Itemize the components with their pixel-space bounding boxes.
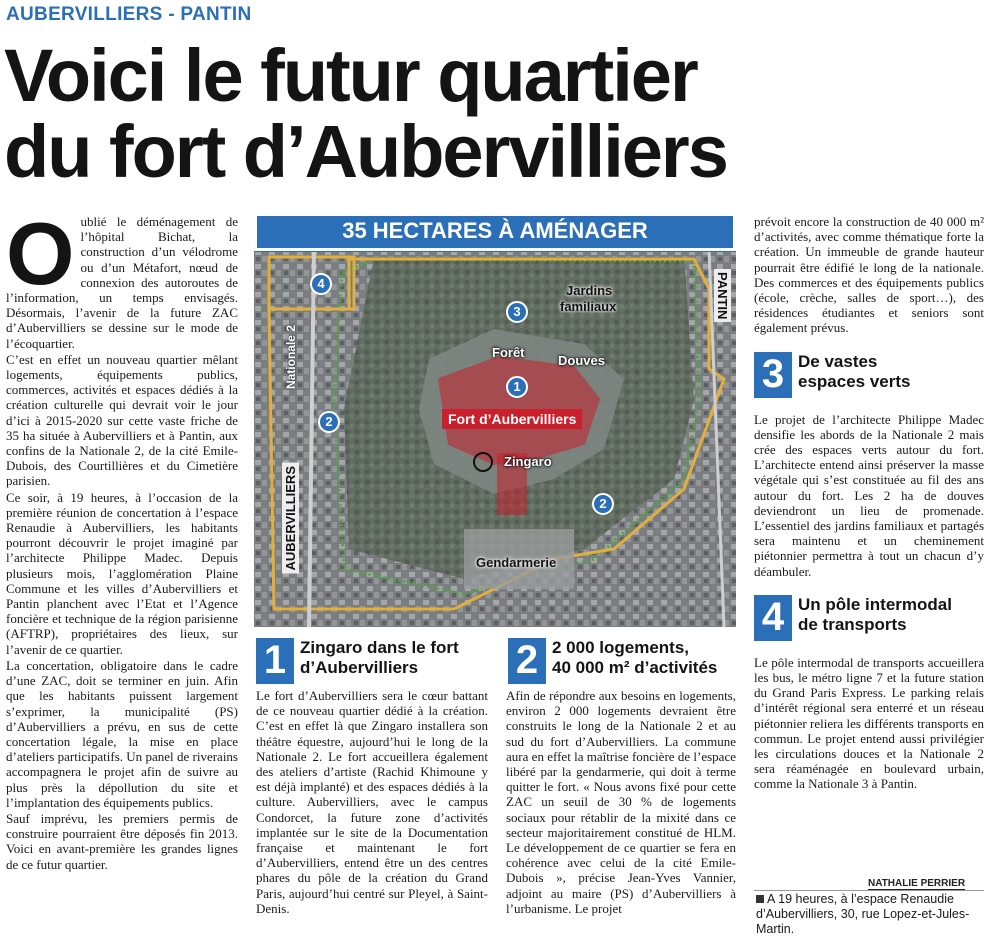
section-4-title xyxy=(798,595,952,635)
section-4-header xyxy=(754,595,984,641)
kicker: AUBERVILLIERS - PANTIN xyxy=(6,4,252,25)
map-banner: 35 HECTARES À AMÉNAGER xyxy=(254,213,736,251)
intro-paragraph-1: ublié le déménagement de l’hôpital Bichat, la construction d’un vélodrome ou d’un Métafort, nœud de connexion des autoroutes de l’information, un temps envisagés. Désormais, l’avenir de la future ZAC d’Aubervilliers se dessine sur le mode de l’écoquartier. xyxy=(6,214,238,351)
section-1-number: 1 xyxy=(256,638,294,684)
section-1-title-line-2: d’Aubervilliers xyxy=(300,658,419,677)
section-3-title-line-2: espaces verts xyxy=(798,371,911,391)
map-label-douves: Douves xyxy=(558,353,605,368)
intro-column xyxy=(6,204,238,873)
intro-paragraph-4: La concertation, obligatoire dans le cadre d’une ZAC, doit se terminer en juin. Afin que les habitants puissent largement s’exprimer, la municipalité (PS) d’Aubervilliers a prévu, en sus de cette concertation légale, la mise en place d’ateliers participatifs. Un panel de riverains accompagnera le projet afin de suivre au plus près la dépollution du site et l’implantation des équipements publics. xyxy=(6,657,238,810)
info-divider xyxy=(754,890,984,891)
section-4-body: Le pôle intermodal de transports accueillera les bus, le métro ligne 7 et la future station du Grand Paris Express. Le parking relais d’intérêt régional sera enterré et un réseau piétonnier reliera les différents transports en commun. Le projet entend aussi privilégier les circulations douces et la Nationale 2 sera réaménagée en boulevard urbain, comme la Nationale 3 à Pantin. xyxy=(754,654,984,792)
bullet-square-icon xyxy=(756,895,764,903)
section-2-title-line-2: 40 000 m² d’activités xyxy=(552,658,718,677)
map-label-foret: Forêt xyxy=(492,345,525,360)
section-2-number: 2 xyxy=(508,638,546,684)
map-label-aubervilliers: AUBERVILLIERS xyxy=(282,463,299,574)
section-4-number: 4 xyxy=(754,595,792,641)
map-label-zingaro: Zingaro xyxy=(504,454,552,469)
right-column xyxy=(754,214,984,793)
section-4-title-line-1: Un pôle intermodal xyxy=(798,594,952,614)
section-1-body: Le fort d’Aubervilliers sera le cœur battant de ce nouveau quartier dédié à la création. C’est en effet là que Zingaro installera son théâtre équestre, aujourd’hui le long de la Nationale 2. Le fort accueillera également des ateliers d’artiste (Rachid Khimoune y est déjà implanté) et des espaces dédiés à la culture. Aubervilliers, avec le campus Condorcet, la future zone d’activités implantée sur le site de la Documentation française et maintenant le fort d’Aubervilliers, entend être un des centres phares du pôle de la création du Grand Paris, aujourd’hui centré sur Pleyel, à Saint-Denis. xyxy=(256,688,488,916)
map-label-fort: Fort d’Aubervilliers xyxy=(442,409,582,429)
headline-line-1: Voici le futur quartier xyxy=(4,34,697,117)
section-1-title-line-1: Zingaro dans le fort xyxy=(300,638,459,657)
intro-paragraph-5: Sauf imprévu, les premiers permis de construire pourraient être déposés fin 2013. Voici en avant-première les grandes lignes de ce futur quartier. xyxy=(6,810,238,872)
map-label-gendarmerie: Gendarmerie xyxy=(476,555,557,570)
headline-line-2: du fort d’Aubervilliers xyxy=(4,110,727,193)
info-box xyxy=(756,892,984,937)
headline xyxy=(4,34,984,193)
section-3-body: Le projet de l’architecte Philippe Madec densifie les abords de la Nationale 2 mais crée des espaces verts autour du fort. L’architecte entend ainsi préserver la masse végétale qui s’est constituée au fil des ans autour du fort. Les 2 ha de douves deviendront un lieu de promenade. L’essentiel des jardins familiaux et partagés sera maintenu et un cheminement piétonnier permettra à tout un chacun d’y déambuler. xyxy=(754,411,984,579)
map-marker-2-west: 2 xyxy=(318,411,340,433)
section-2-title-line-1: 2 000 logements, xyxy=(552,638,690,657)
map-marker-1: 1 xyxy=(506,376,528,398)
section-2-body: Afin de répondre aux besoins en logements, environ 2 000 logements devraient être construits le long de la Nationale 2 et au sud du fort d’Aubervilliers. La commune aura en effet la maîtrise foncière de l’espace libéré par la gendarmerie, qui doit à terme quitter le fort. « Nous avons fixé pour cette ZAC un seuil de 30 % de logements sociaux pour rétablir de la mixité dans ce secteur majoritairement constitué de HLM. Le développement de ce quartier se fera en cohérence avec celui de la cité Emile-Dubois », précise Jean-Yves Vannier, adjoint au maire (PS) d’Aubervilliers à l’urbanisme. Le projet xyxy=(506,688,736,916)
section-2-continuation: prévoit encore la construction de 40 000 m² d’activités, avec comme thématique forte la création. Un immeuble de grande hauteur pourrait être édifié le long de la nationale. Des commerces et des équipements publics (école, crèche, salles de sport…), des résidences étudiantes et seniors sont également prévus. xyxy=(754,214,984,336)
map-marker-3: 3 xyxy=(506,301,528,323)
map-label-familiaux: familiaux xyxy=(560,299,617,314)
map-label-jardins: Jardins xyxy=(566,283,613,298)
byline: NATHALIE PERRIER xyxy=(868,878,966,889)
intro-paragraph-2: C’est en effet un nouveau quartier mêlant logements, équipements publics, commerces, activités et espaces dédiés à la création culturelle qui devrait voir le jour d’ici à 2015-2020 sur cette vaste friche de 35 ha située à Aubervilliers et à Pantin, aux confins de la Nationale 2, de la cité Emile-Dubois, des Courtillières et du Cimetière parisien. xyxy=(6,351,238,489)
section-1-title xyxy=(300,638,459,678)
section-1-header xyxy=(256,638,459,684)
section-4-title-line-2: de transports xyxy=(798,614,907,634)
info-text: A 19 heures, à l’espace Renaudie d’Aubervilliers, 30, rue Lopez-et-Jules-Martin. xyxy=(756,892,970,936)
intro-paragraph-3: Ce soir, à 19 heures, à l’occasion de la première réunion de concertation à l’espace Renaudie à Aubervilliers, les habitants pourront découvrir le projet imaginé par l’architecte Philippe Madec. Depuis plusieurs mois, l’agglomération Plaine Commune et les villes d’Aubervilliers et Pantin planchent avec l’Etat et l’Agence foncière et technique de la région parisienne (AFTRP), propriétaires des lieux, sur l’avenir de ce quartier. xyxy=(6,489,238,657)
section-3-number: 3 xyxy=(754,352,792,398)
section-3-title xyxy=(798,352,910,392)
map-label-pantin: PANTIN xyxy=(714,269,731,322)
map-marker-4: 4 xyxy=(310,273,332,295)
map-illustration xyxy=(254,249,736,627)
section-2-header xyxy=(508,638,717,684)
site-map xyxy=(254,213,736,627)
dropcap: O xyxy=(6,204,75,303)
map-marker-2-east: 2 xyxy=(592,493,614,515)
section-2-title xyxy=(552,638,717,678)
map-label-nationale-2: Nationale 2 xyxy=(284,325,298,390)
section-3-title-line-1: De vastes xyxy=(798,351,878,371)
section-3-header xyxy=(754,352,984,398)
